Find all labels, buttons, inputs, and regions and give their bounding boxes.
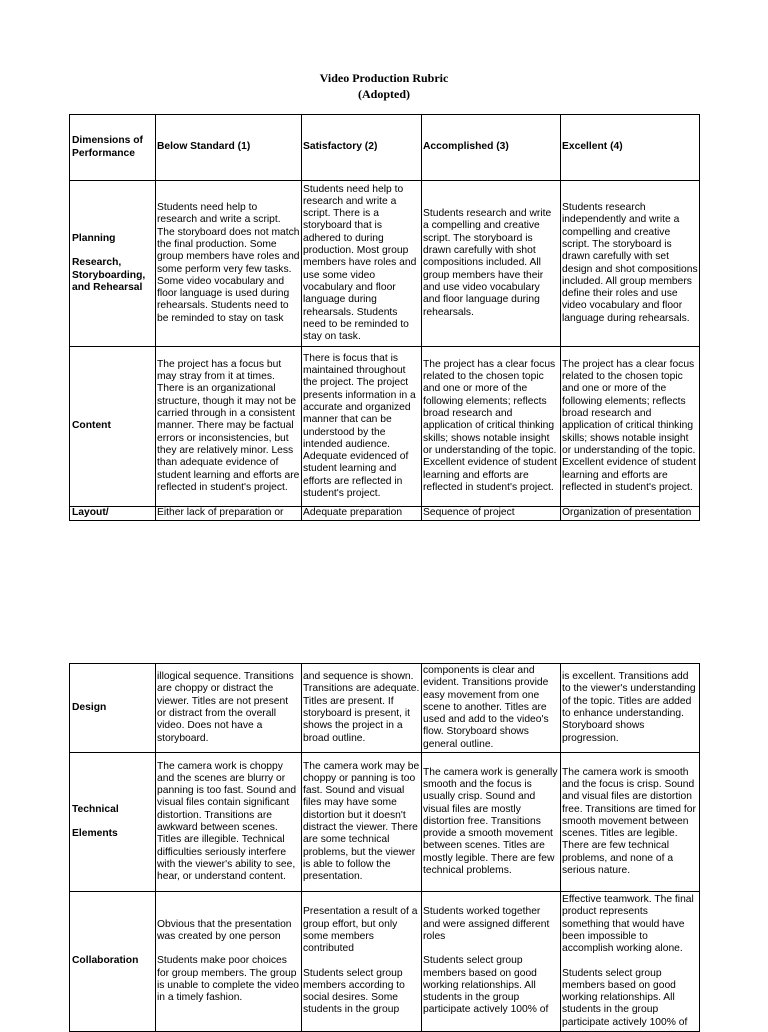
planning-below-standard: Students need help to research and write a script. The storyboard does not match the final production. Some group members have roles and some perform very few tasks. Some video vocabulary and floor language is used during rehearsals. Students need to be reminded to stay on task <box>156 181 302 347</box>
layout-satisfactory: Adequate preparation <box>302 507 422 521</box>
rubric-table-page-1 <box>69 114 700 521</box>
planning-dimension-subtitle: Research, Storyboarding, and Rehearsal <box>72 257 146 293</box>
layout-dimension: Layout/ <box>70 507 156 521</box>
collaboration-satisfactory-p2: Students select group members according to social desires. Some students in the group <box>303 967 405 1016</box>
collaboration-below-standard-p2: Students make poor choices for group members. The group is unable to complete the video in a timely fashion. <box>157 955 299 1004</box>
planning-dimension <box>70 181 156 347</box>
layout-excellent: Organization of presentation <box>561 507 700 521</box>
document-title <box>0 70 768 102</box>
collaboration-below-standard <box>156 892 302 1032</box>
content-satisfactory: There is focus that is maintained throughout the project. The project presents information in a accurate and organized manner that can be understood by the intended audience. Adequate evidenced of student learning and efforts are reflected in student's project. <box>302 347 422 507</box>
design-dimension: Design <box>70 664 156 753</box>
technical-dimension <box>70 753 156 892</box>
collaboration-accomplished <box>422 892 561 1032</box>
technical-excellent: The camera work is smooth and the focus is crisp. Sound and visual files are distortion free. Transitions are timed for smooth movement between scenes. Titles are legible. There are few technical problems, and none of a serious nature. <box>561 753 700 892</box>
planning-dimension-title: Planning <box>72 232 116 244</box>
header-below-standard: Below Standard (1) <box>156 115 302 181</box>
collaboration-accomplished-p2: Students select group members based on good working relationships. All students in the group participate actively 100% of <box>423 955 549 1016</box>
header-row <box>70 115 700 181</box>
collaboration-satisfactory-p1: Presentation a result of a group effort, but only some members contributed <box>303 906 418 955</box>
technical-accomplished: The camera work is generally smooth and the focus is usually crisp. Sound and visual files are mostly distortion free. Transitions provide a smooth movement between scenes. Titles are mostly legible. There are few technical problems. <box>422 753 561 892</box>
collaboration-dimension: Collaboration <box>70 892 156 1032</box>
content-dimension: Content <box>70 347 156 507</box>
content-excellent: The project has a clear focus related to the chosen topic and one or more of the following elements; reflects broad research and application of critical thinking skills; shows notable insight or understanding of the topic. Excellent evidence of student learning and efforts are reflected in student's project. <box>561 347 700 507</box>
design-below-standard: illogical sequence. Transitions are choppy or distract the viewer. Titles are not present or distract from the overall video. Does not have a storyboard. <box>156 664 302 753</box>
rubric-table-page-2 <box>69 663 700 1032</box>
layout-below-standard: Either lack of preparation or <box>156 507 302 521</box>
header-satisfactory: Satisfactory (2) <box>302 115 422 181</box>
technical-dimension-subtitle: Elements <box>72 828 118 839</box>
collaboration-excellent-p2: Students select group members based on good working relationships. All students in the group participate actively 100% of <box>562 967 688 1028</box>
design-excellent: is excellent. Transitions add to the viewer's understanding of the topic. Titles are added to enhance understanding. Storyboard shows progression. <box>561 664 700 753</box>
collaboration-satisfactory <box>302 892 422 1032</box>
collaboration-excellent <box>561 892 700 1032</box>
layout-accomplished: Sequence of project <box>422 507 561 521</box>
content-below-standard: The project has a focus but may stray from it at times. There is an organizational structure, though it may not be carried through in a consistent manner. There may be factual errors or inconsistencies, but they are relatively minor. Less than adequate evidence of student learning and efforts are reflected in student's project. <box>156 347 302 507</box>
design-row <box>70 664 700 753</box>
technical-dimension-title: Technical <box>72 803 119 815</box>
header-excellent: Excellent (4) <box>561 115 700 181</box>
layout-row-partial <box>70 507 700 521</box>
planning-accomplished: Students research and write a compelling and creative script. The storyboard is drawn carefully with shot compositions included. All group members have their and use video vocabulary and floor language during rehearsals. <box>422 181 561 347</box>
header-accomplished: Accomplished (3) <box>422 115 561 181</box>
collaboration-excellent-p1: Effective teamwork. The final product represents something that would have been impossible to accomplish working alone. <box>562 894 694 955</box>
technical-satisfactory: The camera work may be choppy or panning is too fast. Sound and visual files may have some distortion but it doesn't distract the viewer. There are some technical problems, but the viewer is able to follow the presentation. <box>302 753 422 892</box>
content-accomplished: The project has a clear focus related to the chosen topic and one or more of the following elements; reflects broad research and application of critical thinking skills; shows notable insight or understanding of the topic. Excellent evidence of student learning and efforts are reflected in student's project. <box>422 347 561 507</box>
technical-below-standard: The camera work is choppy and the scenes are blurry or panning is too fast. Sound and visual files contain significant distortion. Transitions are awkward between scenes. Titles are illegible. Technical difficulties seriously interfere with the viewer's ability to see, hear, or understand content. <box>156 753 302 892</box>
collaboration-row <box>70 892 700 1032</box>
collaboration-accomplished-p1: Students worked together and were assigned different roles <box>423 906 550 942</box>
planning-satisfactory: Students need help to research and write a script. There is a storyboard that is adhered to during production. Most group members have roles and use some video vocabulary and floor language during rehearsals. Students need to be reminded to stay on task. <box>302 181 422 347</box>
planning-excellent: Students research independently and write a compelling and creative script. The storyboard is drawn carefully with set design and shot compositions included. All group members define their roles and use video vocabulary and floor language during rehearsals. <box>561 181 700 347</box>
header-dimensions: Dimensions of Performance <box>70 115 156 181</box>
content-row <box>70 347 700 507</box>
design-accomplished: components is clear and evident. Transitions provide easy movement from one scene to another. Titles are used and add to the video's flow. Storyboard shows general outline. <box>422 664 561 753</box>
title-line-1: Video Production Rubric <box>319 71 449 85</box>
planning-row <box>70 181 700 347</box>
design-satisfactory: and sequence is shown. Transitions are adequate. Titles are present. If storyboard is present, it shows the project in a broad outline. <box>302 664 422 753</box>
technical-row <box>70 753 700 892</box>
title-line-2: (Adopted) <box>357 87 410 101</box>
collaboration-below-standard-p1: Obvious that the presentation was created by one person <box>157 918 292 942</box>
